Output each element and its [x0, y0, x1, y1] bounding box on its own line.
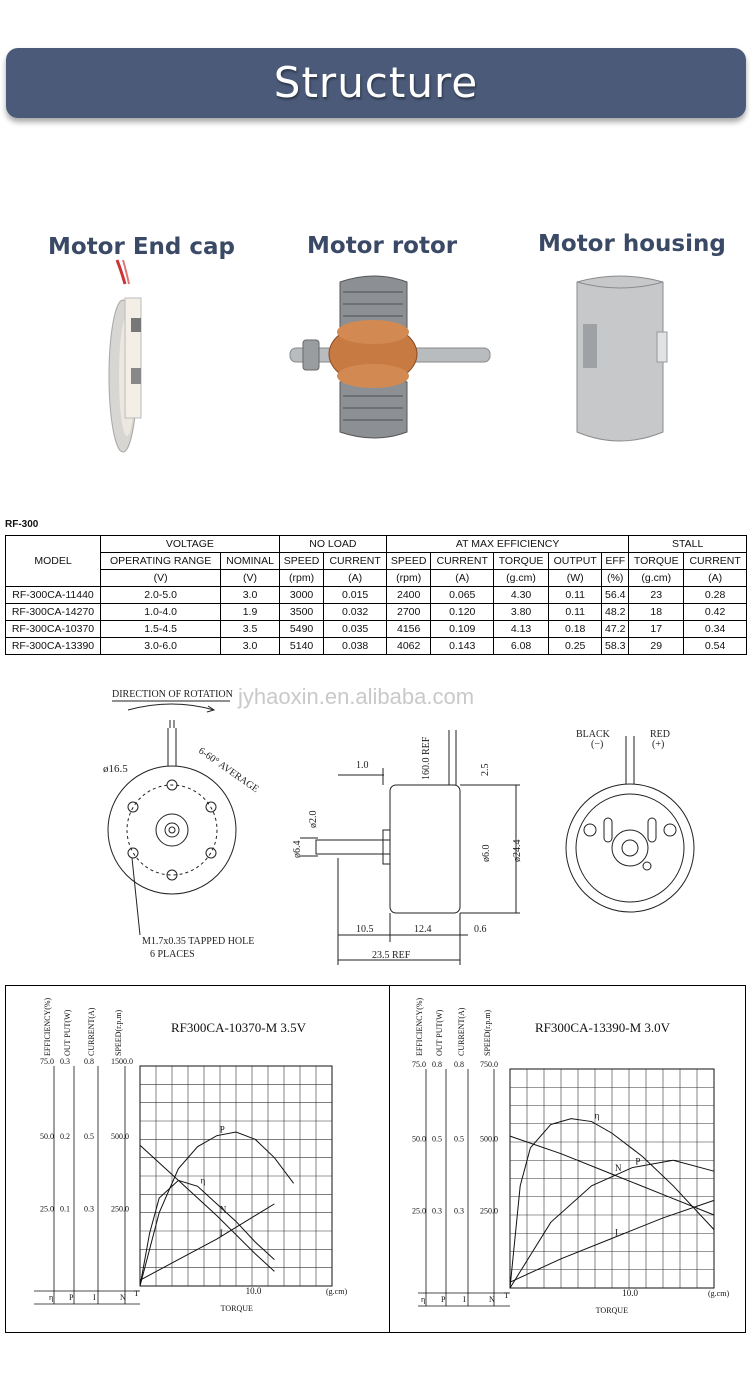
dim-len-ref: 160.0 REF — [421, 736, 432, 780]
x-tick-label: 10.0 — [245, 1286, 262, 1296]
side-view-body — [390, 785, 460, 913]
angle-label: 6-60° AVERAGE — [196, 745, 261, 796]
series-label: N — [615, 1163, 622, 1174]
axis-tick-label: 250.0 — [111, 1204, 129, 1214]
axis-name: EFFICIENCY(%) — [43, 997, 52, 1056]
table-cell: 0.42 — [684, 604, 747, 621]
axis-tick-label: 0.5 — [84, 1131, 94, 1141]
red-wire-label: RED — [650, 729, 670, 740]
axis-symbol: P — [441, 1295, 446, 1304]
table-cell: 5490 — [279, 621, 323, 638]
table-row — [6, 621, 747, 638]
table-cell: 4.30 — [494, 587, 549, 604]
unit-cell: (A) — [684, 570, 747, 587]
table-cell: 0.28 — [684, 587, 747, 604]
unit-cell: (g.cm) — [494, 570, 549, 587]
sub-header-cell: EFF — [602, 553, 629, 570]
table-cell: 0.143 — [431, 638, 494, 655]
table-units-row — [6, 570, 747, 587]
axis-name: SPEED(r.p.m) — [114, 1009, 123, 1056]
table-cell: 17 — [629, 621, 684, 638]
dim-d-body: ø24.4 — [512, 839, 523, 862]
chart-title: RF300CA-13390-M 3.0V — [535, 1020, 671, 1035]
table-cell: 0.54 — [684, 638, 747, 655]
sub-header-cell: SPEED — [386, 553, 430, 570]
axis-tick-label: 75.0 — [412, 1060, 426, 1069]
axis-symbol: N — [120, 1293, 126, 1302]
unit-cell: (g.cm) — [629, 570, 684, 587]
axis-tick-label: 25.0 — [412, 1206, 426, 1216]
side-view-shaft — [316, 840, 390, 854]
table-row — [6, 638, 747, 655]
dim-0-6: 0.6 — [474, 924, 487, 935]
table-cell: 3.5 — [221, 621, 280, 638]
axis-symbol: I — [463, 1295, 466, 1304]
rotation-label: DIRECTION OF ROTATION — [112, 689, 233, 700]
axis-tick-label: 0.1 — [60, 1204, 70, 1214]
end-cap-label: Motor End cap — [48, 234, 236, 260]
table-cell: 2.0-5.0 — [101, 587, 221, 604]
table-cell: 5140 — [279, 638, 323, 655]
origin-label: T — [504, 1291, 509, 1300]
tapped-hole-label: M1.7x0.35 TAPPED HOLE — [142, 936, 255, 947]
axis-tick-label: 25.0 — [40, 1204, 54, 1214]
end-cap-image — [95, 258, 155, 453]
watermark: jyhaoxin.en.alibaba.com — [238, 684, 475, 709]
series-label: N — [219, 1204, 227, 1215]
red-wire-sign: (+) — [652, 739, 665, 750]
table-cell: 47.2 — [602, 621, 629, 638]
series-label: I — [219, 1228, 223, 1239]
dim-d-shaft: ø2.0 — [308, 810, 319, 828]
series-label: P — [219, 1124, 225, 1135]
table-cell: 1.9 — [221, 604, 280, 621]
sub-header-cell: TORQUE — [494, 553, 549, 570]
sub-header-cell: TORQUE — [629, 553, 684, 570]
table-cell: 1.0-4.0 — [101, 604, 221, 621]
axis-tick-label: 75.0 — [40, 1057, 54, 1066]
table-cell: 3.0-6.0 — [101, 638, 221, 655]
x-tick-label: 10.0 — [622, 1288, 638, 1298]
axis-name: SPEED(r.p.m) — [483, 1009, 492, 1056]
table-cell: 3.0 — [221, 587, 280, 604]
axis-symbol: N — [489, 1295, 495, 1304]
axis-symbol: η — [49, 1293, 54, 1302]
axis-tick-label: 500.0 — [111, 1131, 129, 1141]
table-cell: 4156 — [386, 621, 430, 638]
table-cell: 0.109 — [431, 621, 494, 638]
table-cell: 0.18 — [549, 621, 602, 638]
table-cell: 48.2 — [602, 604, 629, 621]
unit-cell: (rpm) — [386, 570, 430, 587]
table-cell: 6.08 — [494, 638, 549, 655]
table-cell: 1.5-4.5 — [101, 621, 221, 638]
sub-header-cell: SPEED — [279, 553, 323, 570]
header-voltage: VOLTAGE — [101, 536, 280, 553]
sub-header-cell: OUTPUT — [549, 553, 602, 570]
dim-2-5: 2.5 — [480, 763, 491, 776]
unit-cell: (rpm) — [279, 570, 323, 587]
series-line — [140, 1132, 294, 1286]
table-cell: 0.11 — [549, 587, 602, 604]
axis-symbol: I — [93, 1293, 96, 1302]
title-banner — [6, 48, 746, 118]
dim-d-boss: ø6.4 — [292, 840, 303, 858]
table-caption: RF-300 — [5, 519, 39, 530]
axis-name: OUT PUT(W) — [435, 1009, 444, 1056]
dim-10-5: 10.5 — [356, 924, 374, 935]
axis-tick-label: 250.0 — [480, 1206, 498, 1216]
axis-name: EFFICIENCY(%) — [415, 997, 424, 1056]
chart-title: RF300CA-10370-M 3.5V — [171, 1020, 307, 1035]
table-cell: RF-300CA-11440 — [6, 587, 101, 604]
hole-diameter-label: ø16.5 — [103, 763, 128, 775]
axis-tick-label: 0.8 — [454, 1060, 464, 1069]
table-cell: 0.11 — [549, 604, 602, 621]
axis-tick-label: 0.8 — [84, 1057, 94, 1066]
table-cell: 0.032 — [324, 604, 387, 621]
axis-tick-label: 0.3 — [432, 1206, 442, 1216]
axis-name: CURRENT(A) — [87, 1007, 96, 1056]
table-cell: 0.34 — [684, 621, 747, 638]
sub-header-cell: OPERATING RANGE — [101, 553, 221, 570]
unit-cell: (A) — [324, 570, 387, 587]
series-line — [140, 1180, 274, 1286]
origin-label: T — [134, 1289, 139, 1298]
axis-name: OUT PUT(W) — [63, 1009, 72, 1056]
table-cell: 4.13 — [494, 621, 549, 638]
dim-12-4: 12.4 — [414, 924, 432, 935]
housing-image — [565, 272, 675, 452]
table-cell: 56.4 — [602, 587, 629, 604]
unit-cell: (%) — [602, 570, 629, 587]
table-cell: 4062 — [386, 638, 430, 655]
table-cell: 3500 — [279, 604, 323, 621]
black-wire-label: BLACK — [576, 729, 610, 740]
axis-tick-label: 0.3 — [454, 1206, 464, 1216]
table-group-header-row — [6, 536, 747, 553]
dim-total: 23.5 REF — [372, 950, 411, 961]
x-axis-label: TORQUE — [595, 1306, 628, 1315]
rear-view-outline — [566, 784, 694, 912]
table-cell: 2400 — [386, 587, 430, 604]
axis-tick-label: 0.5 — [432, 1134, 442, 1144]
table-cell: 3.0 — [221, 638, 280, 655]
table-cell: 0.038 — [324, 638, 387, 655]
table-cell: 0.015 — [324, 587, 387, 604]
sub-header-cell: CURRENT — [431, 553, 494, 570]
x-axis-label: TORQUE — [220, 1304, 253, 1313]
table-cell: 0.25 — [549, 638, 602, 655]
axis-tick-label: 0.2 — [60, 1131, 70, 1141]
unit-cell: (A) — [431, 570, 494, 587]
table-sub-header-row — [6, 553, 747, 570]
table-cell: 3.80 — [494, 604, 549, 621]
axis-tick-label: 0.3 — [60, 1057, 70, 1066]
black-wire-sign: (−) — [591, 739, 604, 750]
table-cell: RF-300CA-10370 — [6, 621, 101, 638]
dimension-drawing — [0, 680, 750, 970]
axis-tick-label: 750.0 — [480, 1060, 498, 1069]
header-max-efficiency: AT MAX EFFICIENCY — [386, 536, 628, 553]
table-cell: RF-300CA-13390 — [6, 638, 101, 655]
axis-tick-label: 0.3 — [84, 1204, 94, 1214]
sub-header-cell: CURRENT — [324, 553, 387, 570]
header-stall: STALL — [629, 536, 747, 553]
series-line — [140, 1204, 274, 1280]
table-cell: 29 — [629, 638, 684, 655]
table-cell: RF-300CA-14270 — [6, 604, 101, 621]
axis-name: CURRENT(A) — [457, 1007, 466, 1056]
rotor-label: Motor rotor — [307, 233, 458, 259]
spec-table — [5, 535, 747, 655]
table-cell: 2700 — [386, 604, 430, 621]
table-row — [6, 604, 747, 621]
dim-d-inner: ø6.0 — [481, 844, 492, 862]
sub-header-cell: CURRENT — [684, 553, 747, 570]
axis-tick-label: 1500.0 — [111, 1057, 133, 1066]
series-line — [140, 1145, 274, 1271]
unit-cell: (V) — [221, 570, 280, 587]
axis-tick-label: 50.0 — [40, 1131, 54, 1141]
places-label: 6 PLACES — [150, 949, 195, 960]
rotor-image — [285, 272, 495, 447]
axis-tick-label: 0.8 — [432, 1060, 442, 1069]
page-title: Structure — [273, 58, 479, 107]
table-cell: 18 — [629, 604, 684, 621]
housing-label: Motor housing — [538, 231, 726, 257]
axis-symbol: η — [421, 1295, 426, 1304]
x-unit-label: (g.cm) — [326, 1287, 348, 1296]
series-label: η — [200, 1175, 206, 1186]
series-label: I — [615, 1227, 618, 1238]
series-label: P — [635, 1156, 641, 1167]
sub-header-cell: NOMINAL — [221, 553, 280, 570]
axis-tick-label: 50.0 — [412, 1134, 426, 1144]
table-cell: 0.120 — [431, 604, 494, 621]
series-label: η — [594, 1110, 600, 1121]
table-row — [6, 587, 747, 604]
dim-1-0: 1.0 — [356, 760, 369, 771]
x-unit-label: (g.cm) — [708, 1289, 730, 1298]
table-cell: 3000 — [279, 587, 323, 604]
unit-cell: (W) — [549, 570, 602, 587]
header-no-load: NO LOAD — [279, 536, 386, 553]
axis-tick-label: 0.5 — [454, 1134, 464, 1144]
table-cell: 23 — [629, 587, 684, 604]
table-cell: 58.3 — [602, 638, 629, 655]
axis-symbol: P — [69, 1293, 74, 1302]
rotation-arrow — [128, 704, 214, 710]
performance-chart-2 — [389, 985, 746, 1333]
performance-chart-1 — [5, 985, 392, 1333]
header-model: MODEL — [6, 536, 101, 587]
table-cell: 0.065 — [431, 587, 494, 604]
axis-tick-label: 500.0 — [480, 1134, 498, 1144]
unit-cell: (V) — [101, 570, 221, 587]
table-cell: 0.035 — [324, 621, 387, 638]
